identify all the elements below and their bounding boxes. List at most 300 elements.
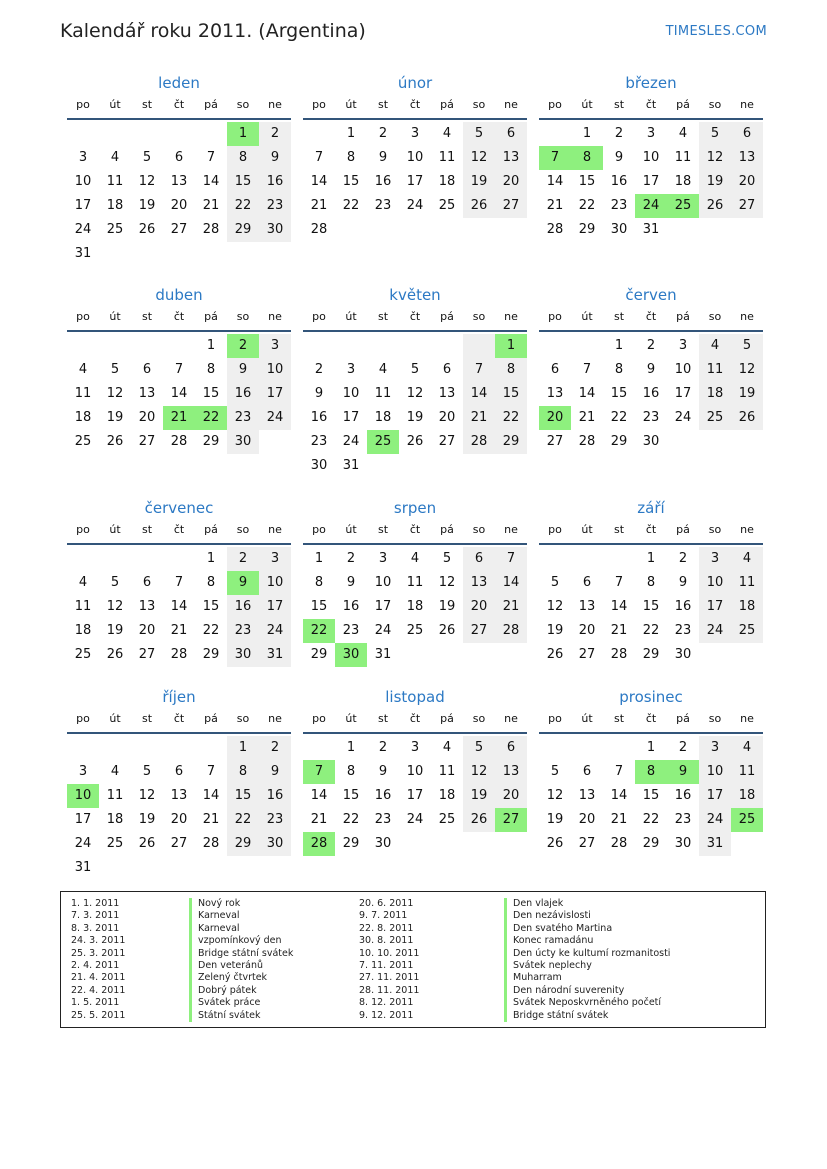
legend-date: 8. 12. 2011 (359, 997, 414, 1009)
weekday-label: út (581, 712, 593, 725)
month-name: únor (397, 74, 433, 92)
day-cell: 25 (406, 623, 424, 638)
day-cell: 15 (202, 386, 220, 401)
day-cell: 8 (206, 362, 216, 377)
month-7 (303, 496, 527, 667)
day-cell: 15 (227, 784, 259, 808)
weekday-label: po (312, 523, 326, 536)
day-cell: 27 (170, 222, 188, 237)
day-cell: 8 (346, 150, 356, 165)
day-cell: 14 (610, 599, 628, 614)
day-cell: 2 (346, 551, 356, 566)
day-cell: 6 (582, 764, 592, 779)
day-cell: 23 (374, 198, 392, 213)
weekday-label: st (141, 712, 153, 725)
day-cell: 15 (578, 174, 596, 189)
legend-date: 7. 3. 2011 (71, 910, 120, 922)
legend-names-column-2 (504, 898, 670, 1022)
day-cell: 31 (259, 643, 291, 667)
day-cell: 21 (495, 595, 527, 619)
day-cell: 27 (731, 194, 763, 218)
day-cell: 23 (259, 808, 291, 832)
day-cell: 20 (578, 623, 596, 638)
day-cell: 12 (106, 599, 124, 614)
holiday-day-cell: 8 (635, 760, 667, 784)
day-cell: 14 (310, 788, 328, 803)
day-cell: 19 (546, 623, 564, 638)
blank-cell (99, 736, 131, 760)
day-cell: 26 (406, 434, 424, 449)
day-cell: 22 (342, 812, 360, 827)
weekday-label: čt (409, 712, 421, 725)
day-cell: 24 (406, 812, 424, 827)
day-cell: 5 (731, 334, 763, 358)
day-grid (67, 122, 291, 266)
day-cell: 27 (138, 434, 156, 449)
day-cell: 11 (406, 575, 424, 590)
month-9 (67, 685, 291, 880)
day-cell: 1 (646, 740, 656, 755)
day-cell: 26 (138, 836, 156, 851)
legend-holiday-name: Den vlajek (504, 898, 670, 910)
day-cell: 12 (463, 760, 495, 784)
day-cell: 26 (546, 836, 564, 851)
day-cell: 25 (438, 812, 456, 827)
day-cell: 16 (610, 174, 628, 189)
day-cell: 8 (206, 575, 216, 590)
weekday-label: so (472, 310, 486, 323)
header-divider (67, 330, 291, 332)
day-cell: 29 (227, 218, 259, 242)
holiday-legend (60, 891, 766, 1028)
day-cell: 24 (699, 619, 731, 643)
day-cell: 22 (227, 194, 259, 218)
day-cell: 1 (314, 551, 324, 566)
weekday-label: so (708, 98, 722, 111)
day-cell: 25 (438, 198, 456, 213)
holiday-day-cell: 7 (539, 146, 571, 170)
legend-date: 9. 12. 2011 (359, 1009, 414, 1021)
month-2 (539, 71, 763, 242)
day-cell: 4 (410, 551, 420, 566)
day-cell: 4 (442, 740, 452, 755)
holiday-day-cell: 24 (635, 194, 667, 218)
day-cell: 28 (495, 619, 527, 643)
day-cell: 18 (106, 198, 124, 213)
day-cell: 12 (463, 146, 495, 170)
legend-date: 20. 6. 2011 (359, 898, 414, 909)
day-cell: 28 (610, 836, 628, 851)
legend-date: 28. 11. 2011 (359, 984, 420, 996)
day-cell: 2 (378, 126, 388, 141)
day-cell: 9 (314, 386, 324, 401)
weekday-label: po (548, 310, 562, 323)
day-cell: 6 (550, 362, 560, 377)
weekday-header (303, 520, 527, 540)
month-5 (539, 283, 763, 454)
day-cell: 12 (138, 788, 156, 803)
legend-holiday-name: Den národní suverenity (504, 985, 670, 997)
weekday-label: po (312, 98, 326, 111)
legend-holiday-name: Karneval (189, 910, 293, 922)
day-cell: 26 (438, 623, 456, 638)
day-cell: 20 (170, 198, 188, 213)
blank-cell (603, 736, 635, 760)
day-cell: 3 (699, 736, 731, 760)
header-divider (539, 330, 763, 332)
day-cell: 16 (342, 599, 360, 614)
day-cell: 13 (138, 599, 156, 614)
day-cell: 15 (495, 382, 527, 406)
day-cell: 4 (731, 547, 763, 571)
legend-holiday-name: Dobrý pátek (189, 985, 293, 997)
day-cell: 17 (74, 198, 92, 213)
day-cell: 31 (642, 222, 660, 237)
day-cell: 6 (174, 764, 184, 779)
day-cell: 7 (174, 362, 184, 377)
weekday-label: st (613, 712, 625, 725)
month-name: listopad (385, 688, 445, 706)
day-cell: 30 (674, 836, 692, 851)
month-10 (303, 685, 527, 856)
day-cell: 24 (674, 410, 692, 425)
day-cell: 2 (646, 338, 656, 353)
day-cell: 13 (731, 146, 763, 170)
day-cell: 21 (546, 198, 564, 213)
day-cell: 17 (74, 812, 92, 827)
day-cell: 30 (227, 430, 259, 454)
day-cell: 13 (170, 788, 188, 803)
page-title: Kalendář roku 2011. (Argentina) (60, 20, 366, 42)
day-cell: 13 (495, 760, 527, 784)
day-cell: 15 (642, 599, 660, 614)
legend-holiday-name: Svátek neplechy (504, 960, 670, 972)
legend-date: 1. 1. 2011 (71, 898, 120, 909)
day-cell: 12 (731, 358, 763, 382)
day-cell: 3 (410, 126, 420, 141)
day-cell: 1 (206, 551, 216, 566)
day-cell: 15 (310, 599, 328, 614)
blank-cell (571, 334, 603, 358)
weekday-label: út (109, 523, 121, 536)
weekday-label: po (76, 523, 90, 536)
weekday-header (303, 95, 527, 115)
day-cell: 25 (74, 434, 92, 449)
weekday-label: po (312, 310, 326, 323)
day-cell: 15 (227, 170, 259, 194)
holiday-day-cell: 22 (303, 619, 335, 643)
day-cell: 19 (731, 382, 763, 406)
legend-holiday-name: Den nezávislosti (504, 910, 670, 922)
month-4 (303, 283, 527, 478)
day-cell: 31 (374, 647, 392, 662)
day-cell: 6 (442, 362, 452, 377)
blank-cell (399, 334, 431, 358)
month-name: prosinec (619, 688, 683, 706)
day-cell: 11 (674, 150, 692, 165)
month-name: leden (158, 74, 200, 92)
weekday-label: út (109, 98, 121, 111)
day-cell: 13 (495, 146, 527, 170)
weekday-label: so (708, 310, 722, 323)
legend-holiday-name: Bridge státní svátek (504, 1010, 670, 1022)
legend-holiday-name: Den veteránů (189, 960, 293, 972)
weekday-header (67, 520, 291, 540)
day-cell: 14 (310, 174, 328, 189)
day-cell: 21 (202, 812, 220, 827)
brand-link[interactable]: TIMESLES.COM (665, 24, 767, 39)
header-divider (303, 118, 527, 120)
day-cell: 16 (227, 382, 259, 406)
day-cell: 8 (227, 146, 259, 170)
day-cell: 6 (495, 122, 527, 146)
day-cell: 25 (106, 836, 124, 851)
weekday-label: ne (268, 98, 282, 111)
blank-cell (99, 547, 131, 571)
day-cell: 20 (138, 410, 156, 425)
weekday-header (67, 307, 291, 327)
weekday-label: čt (409, 98, 421, 111)
day-cell: 2 (259, 122, 291, 146)
legend-names-column-1 (189, 898, 293, 1022)
day-cell: 7 (495, 547, 527, 571)
day-grid (303, 122, 527, 242)
weekday-label: so (708, 712, 722, 725)
day-cell: 27 (170, 836, 188, 851)
day-cell: 13 (170, 174, 188, 189)
day-cell: 10 (642, 150, 660, 165)
holiday-day-cell: 7 (303, 760, 335, 784)
day-cell: 11 (699, 358, 731, 382)
weekday-header (539, 709, 763, 729)
day-cell: 12 (546, 788, 564, 803)
weekday-label: čt (409, 310, 421, 323)
header-divider (67, 732, 291, 734)
day-cell: 5 (410, 362, 420, 377)
blank-cell (539, 334, 571, 358)
weekday-label: pá (440, 523, 454, 536)
day-cell: 4 (442, 126, 452, 141)
day-cell: 14 (202, 174, 220, 189)
day-cell: 25 (699, 406, 731, 430)
day-cell: 7 (174, 575, 184, 590)
month-1 (303, 71, 527, 242)
day-cell: 3 (699, 547, 731, 571)
day-cell: 17 (699, 784, 731, 808)
weekday-label: pá (204, 712, 218, 725)
day-cell: 28 (463, 430, 495, 454)
day-cell: 20 (731, 170, 763, 194)
day-cell: 23 (674, 812, 692, 827)
day-cell: 1 (206, 338, 216, 353)
legend-holiday-name: Den svatého Martina (504, 923, 670, 935)
header-divider (303, 543, 527, 545)
day-cell: 11 (74, 386, 92, 401)
holiday-day-cell: 8 (571, 146, 603, 170)
header-divider (303, 330, 527, 332)
day-cell: 5 (550, 764, 560, 779)
day-cell: 6 (174, 150, 184, 165)
day-cell: 30 (374, 836, 392, 851)
day-cell: 13 (578, 599, 596, 614)
day-cell: 8 (314, 575, 324, 590)
day-cell: 16 (374, 788, 392, 803)
weekday-label: čt (173, 712, 185, 725)
day-cell: 1 (346, 126, 356, 141)
day-cell: 25 (731, 619, 763, 643)
weekday-label: út (581, 523, 593, 536)
day-grid (539, 334, 763, 454)
day-cell: 20 (463, 595, 495, 619)
blank-cell (195, 122, 227, 146)
day-cell: 26 (138, 222, 156, 237)
holiday-day-cell: 21 (163, 406, 195, 430)
day-cell: 1 (346, 740, 356, 755)
day-cell: 7 (614, 575, 624, 590)
day-cell: 4 (678, 126, 688, 141)
day-cell: 10 (699, 571, 731, 595)
day-cell: 25 (106, 222, 124, 237)
day-cell: 12 (699, 146, 731, 170)
day-cell: 30 (642, 434, 660, 449)
day-cell: 11 (106, 788, 124, 803)
blank-cell (195, 736, 227, 760)
day-cell: 27 (138, 647, 156, 662)
month-name: červen (625, 286, 677, 304)
day-cell: 22 (202, 623, 220, 638)
blank-cell (571, 547, 603, 571)
header-divider (303, 732, 527, 734)
day-cell: 26 (463, 194, 495, 218)
blank-cell (67, 122, 99, 146)
day-cell: 17 (642, 174, 660, 189)
day-cell: 5 (699, 122, 731, 146)
holiday-day-cell: 20 (539, 406, 571, 430)
blank-cell (163, 334, 195, 358)
day-cell: 17 (699, 595, 731, 619)
legend-date: 25. 3. 2011 (71, 947, 126, 959)
day-cell: 2 (314, 362, 324, 377)
day-cell: 1 (646, 551, 656, 566)
day-cell: 22 (642, 812, 660, 827)
day-cell: 25 (74, 647, 92, 662)
weekday-label: ne (268, 523, 282, 536)
weekday-label: po (76, 98, 90, 111)
day-cell: 15 (610, 386, 628, 401)
legend-holiday-name: Zelený čtvrtek (189, 972, 293, 984)
day-cell: 3 (410, 740, 420, 755)
weekday-label: čt (173, 310, 185, 323)
day-cell: 21 (310, 812, 328, 827)
holiday-day-cell: 27 (495, 808, 527, 832)
blank-cell (431, 334, 463, 358)
day-cell: 2 (227, 547, 259, 571)
holiday-day-cell: 22 (195, 406, 227, 430)
day-cell: 10 (342, 386, 360, 401)
weekday-label: so (236, 310, 250, 323)
weekday-label: čt (645, 712, 657, 725)
day-cell: 7 (206, 764, 216, 779)
day-grid (67, 736, 291, 880)
day-cell: 22 (227, 808, 259, 832)
day-cell: 6 (495, 736, 527, 760)
day-cell: 9 (678, 575, 688, 590)
day-cell: 18 (374, 410, 392, 425)
day-cell: 17 (259, 595, 291, 619)
weekday-label: po (76, 712, 90, 725)
day-cell: 19 (463, 170, 495, 194)
weekday-label: pá (676, 523, 690, 536)
holiday-day-cell: 2 (227, 334, 259, 358)
day-cell: 1 (614, 338, 624, 353)
weekday-header (303, 709, 527, 729)
weekday-label: st (613, 523, 625, 536)
day-cell: 9 (614, 150, 624, 165)
day-cell: 5 (550, 575, 560, 590)
day-cell: 7 (463, 358, 495, 382)
day-cell: 18 (74, 410, 92, 425)
day-cell: 29 (202, 434, 220, 449)
day-cell: 5 (463, 122, 495, 146)
weekday-label: út (345, 310, 357, 323)
day-cell: 28 (170, 434, 188, 449)
day-cell: 9 (378, 764, 388, 779)
holiday-day-cell: 25 (367, 430, 399, 454)
day-cell: 31 (74, 860, 92, 875)
day-cell: 18 (731, 784, 763, 808)
weekday-label: út (581, 310, 593, 323)
day-cell: 22 (610, 410, 628, 425)
day-cell: 10 (406, 764, 424, 779)
day-cell: 7 (614, 764, 624, 779)
blank-cell (67, 334, 99, 358)
weekday-label: so (708, 523, 722, 536)
day-cell: 27 (463, 619, 495, 643)
day-cell: 14 (546, 174, 564, 189)
day-cell: 19 (546, 812, 564, 827)
day-cell: 14 (170, 386, 188, 401)
day-cell: 2 (678, 740, 688, 755)
weekday-header (303, 307, 527, 327)
day-cell: 16 (310, 410, 328, 425)
day-cell: 26 (731, 406, 763, 430)
blank-cell (539, 736, 571, 760)
day-cell: 11 (106, 174, 124, 189)
day-cell: 4 (78, 575, 88, 590)
month-name: říjen (162, 688, 196, 706)
day-grid (303, 547, 527, 667)
weekday-label: pá (676, 712, 690, 725)
blank-cell (539, 547, 571, 571)
holiday-day-cell: 25 (731, 808, 763, 832)
day-cell: 27 (578, 836, 596, 851)
blank-cell (67, 547, 99, 571)
day-cell: 22 (578, 198, 596, 213)
day-cell: 23 (227, 406, 259, 430)
day-cell: 11 (731, 760, 763, 784)
day-cell: 27 (495, 194, 527, 218)
day-cell: 30 (674, 647, 692, 662)
day-cell: 5 (110, 362, 120, 377)
weekday-label: ne (740, 523, 754, 536)
day-cell: 11 (74, 599, 92, 614)
blank-cell (131, 122, 163, 146)
day-cell: 22 (495, 406, 527, 430)
day-cell: 30 (610, 222, 628, 237)
day-cell: 16 (374, 174, 392, 189)
day-cell: 14 (202, 788, 220, 803)
day-cell: 5 (110, 575, 120, 590)
